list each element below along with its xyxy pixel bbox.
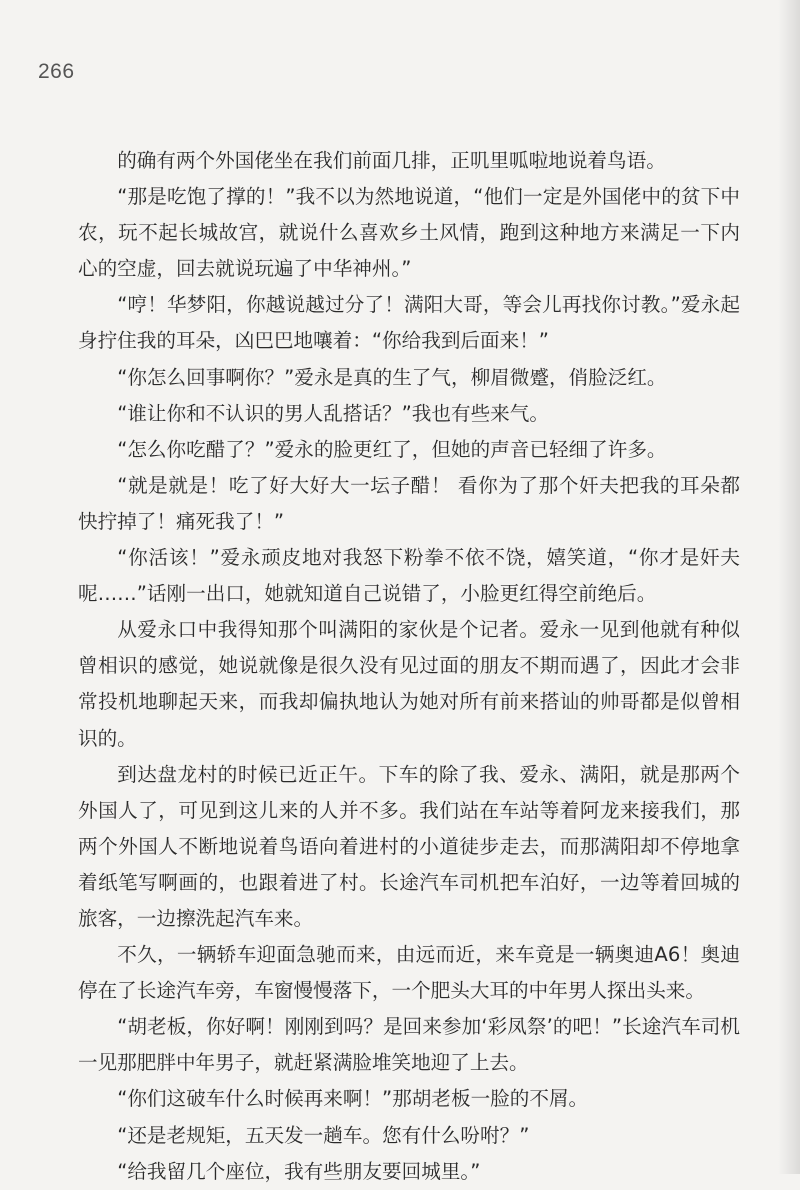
paragraph: 从爱永口中我得知那个叫满阳的家伙是个记者。爱永一见到他就有种似曾相识的感觉，她说就像是很久没有见过面的朋友不期而遇了，因此才会非常投机地聊起天来，而我却偏执地认为她对所有前来搭讪的帅哥都是似曾相识的。 bbox=[78, 618, 740, 750]
paragraph: “那是吃饱了撑的！”我不以为然地说道，“他们一定是外国佬中的贫下中农，玩不起长城故宫，就说什么喜欢乡土风情，跑到这种地方来满足一下内心的空虚，回去就说玩遍了中华神州。” bbox=[78, 185, 740, 281]
paragraph: “你活该！”爱永顽皮地对我怒下粉拳不依不饶，嬉笑道，“你才是奸夫呢……”话刚一出口，她就知道自己说错了，小脸更红得空前绝后。 bbox=[78, 546, 740, 606]
paragraph: 的确有两个外国佬坐在我们前面几排，正叽里呱啦地说着鸟语。 bbox=[117, 149, 666, 172]
paragraph: “哼！华梦阳，你越说越过分了！满阳大哥，等会儿再找你讨教。”爱永起身拧住我的耳朵，凶巴巴地嚷着：“你给我到后面来！” bbox=[78, 293, 740, 353]
page-edge-shadow bbox=[778, 0, 800, 1174]
paragraph: “还是老规矩，五天发一趟车。您有什么吩咐？” bbox=[117, 1123, 530, 1147]
paragraph: “就是就是！吃了好大好大一坛子醋！ 看你为了那个奸夫把我的耳朵都快拧掉了！痛死我了！” bbox=[78, 473, 740, 533]
paragraph: 到达盘龙村的时候已近正午。下车的除了我、爱永、满阳，就是那两个外国人了，可见到这儿来的人并不多。我们站在车站等着阿龙来接我们，那两个外国人不断地说着鸟语向着进村的小道徒步走去，而那满阳却不停地拿着纸笔写啊画的，也跟着进了村。长途汽车司机把车泊好，一边等着回城的旅客，一边擦洗起汽车来。 bbox=[78, 762, 740, 930]
paragraph: “给我留几个座位，我有些朋友要回城里。” bbox=[117, 1159, 481, 1183]
paragraph: 不久，一辆轿车迎面急驰而来，由远而近，来车竟是一辆奥迪A6！奥迪停在了长途汽车旁，车窗慢慢落下，一个肥头大耳的中年男人探出头来。 bbox=[78, 943, 740, 1003]
page-number: 266 bbox=[38, 60, 75, 83]
paragraph: “你怎么回事啊你？”爱永是真的生了气，柳眉微蹙，俏脸泛红。 bbox=[117, 365, 667, 389]
body-text bbox=[78, 143, 740, 1190]
paragraph: “胡老板，你好啊！刚刚到吗？是回来参加‘彩凤祭’的吧！”长途汽车司机一见那肥胖中年男子，就赶紧满脸堆笑地迎了上去。 bbox=[78, 1015, 740, 1075]
paragraph: “谁让你和不认识的男人乱搭话？”我也有些来气。 bbox=[117, 401, 549, 425]
paragraph: “你们这破车什么时候再来啊！”那胡老板一脸的不屑。 bbox=[117, 1087, 589, 1111]
paragraph: “怎么你吃醋了？”爱永的脸更红了，但她的声音已轻细了许多。 bbox=[117, 437, 667, 461]
